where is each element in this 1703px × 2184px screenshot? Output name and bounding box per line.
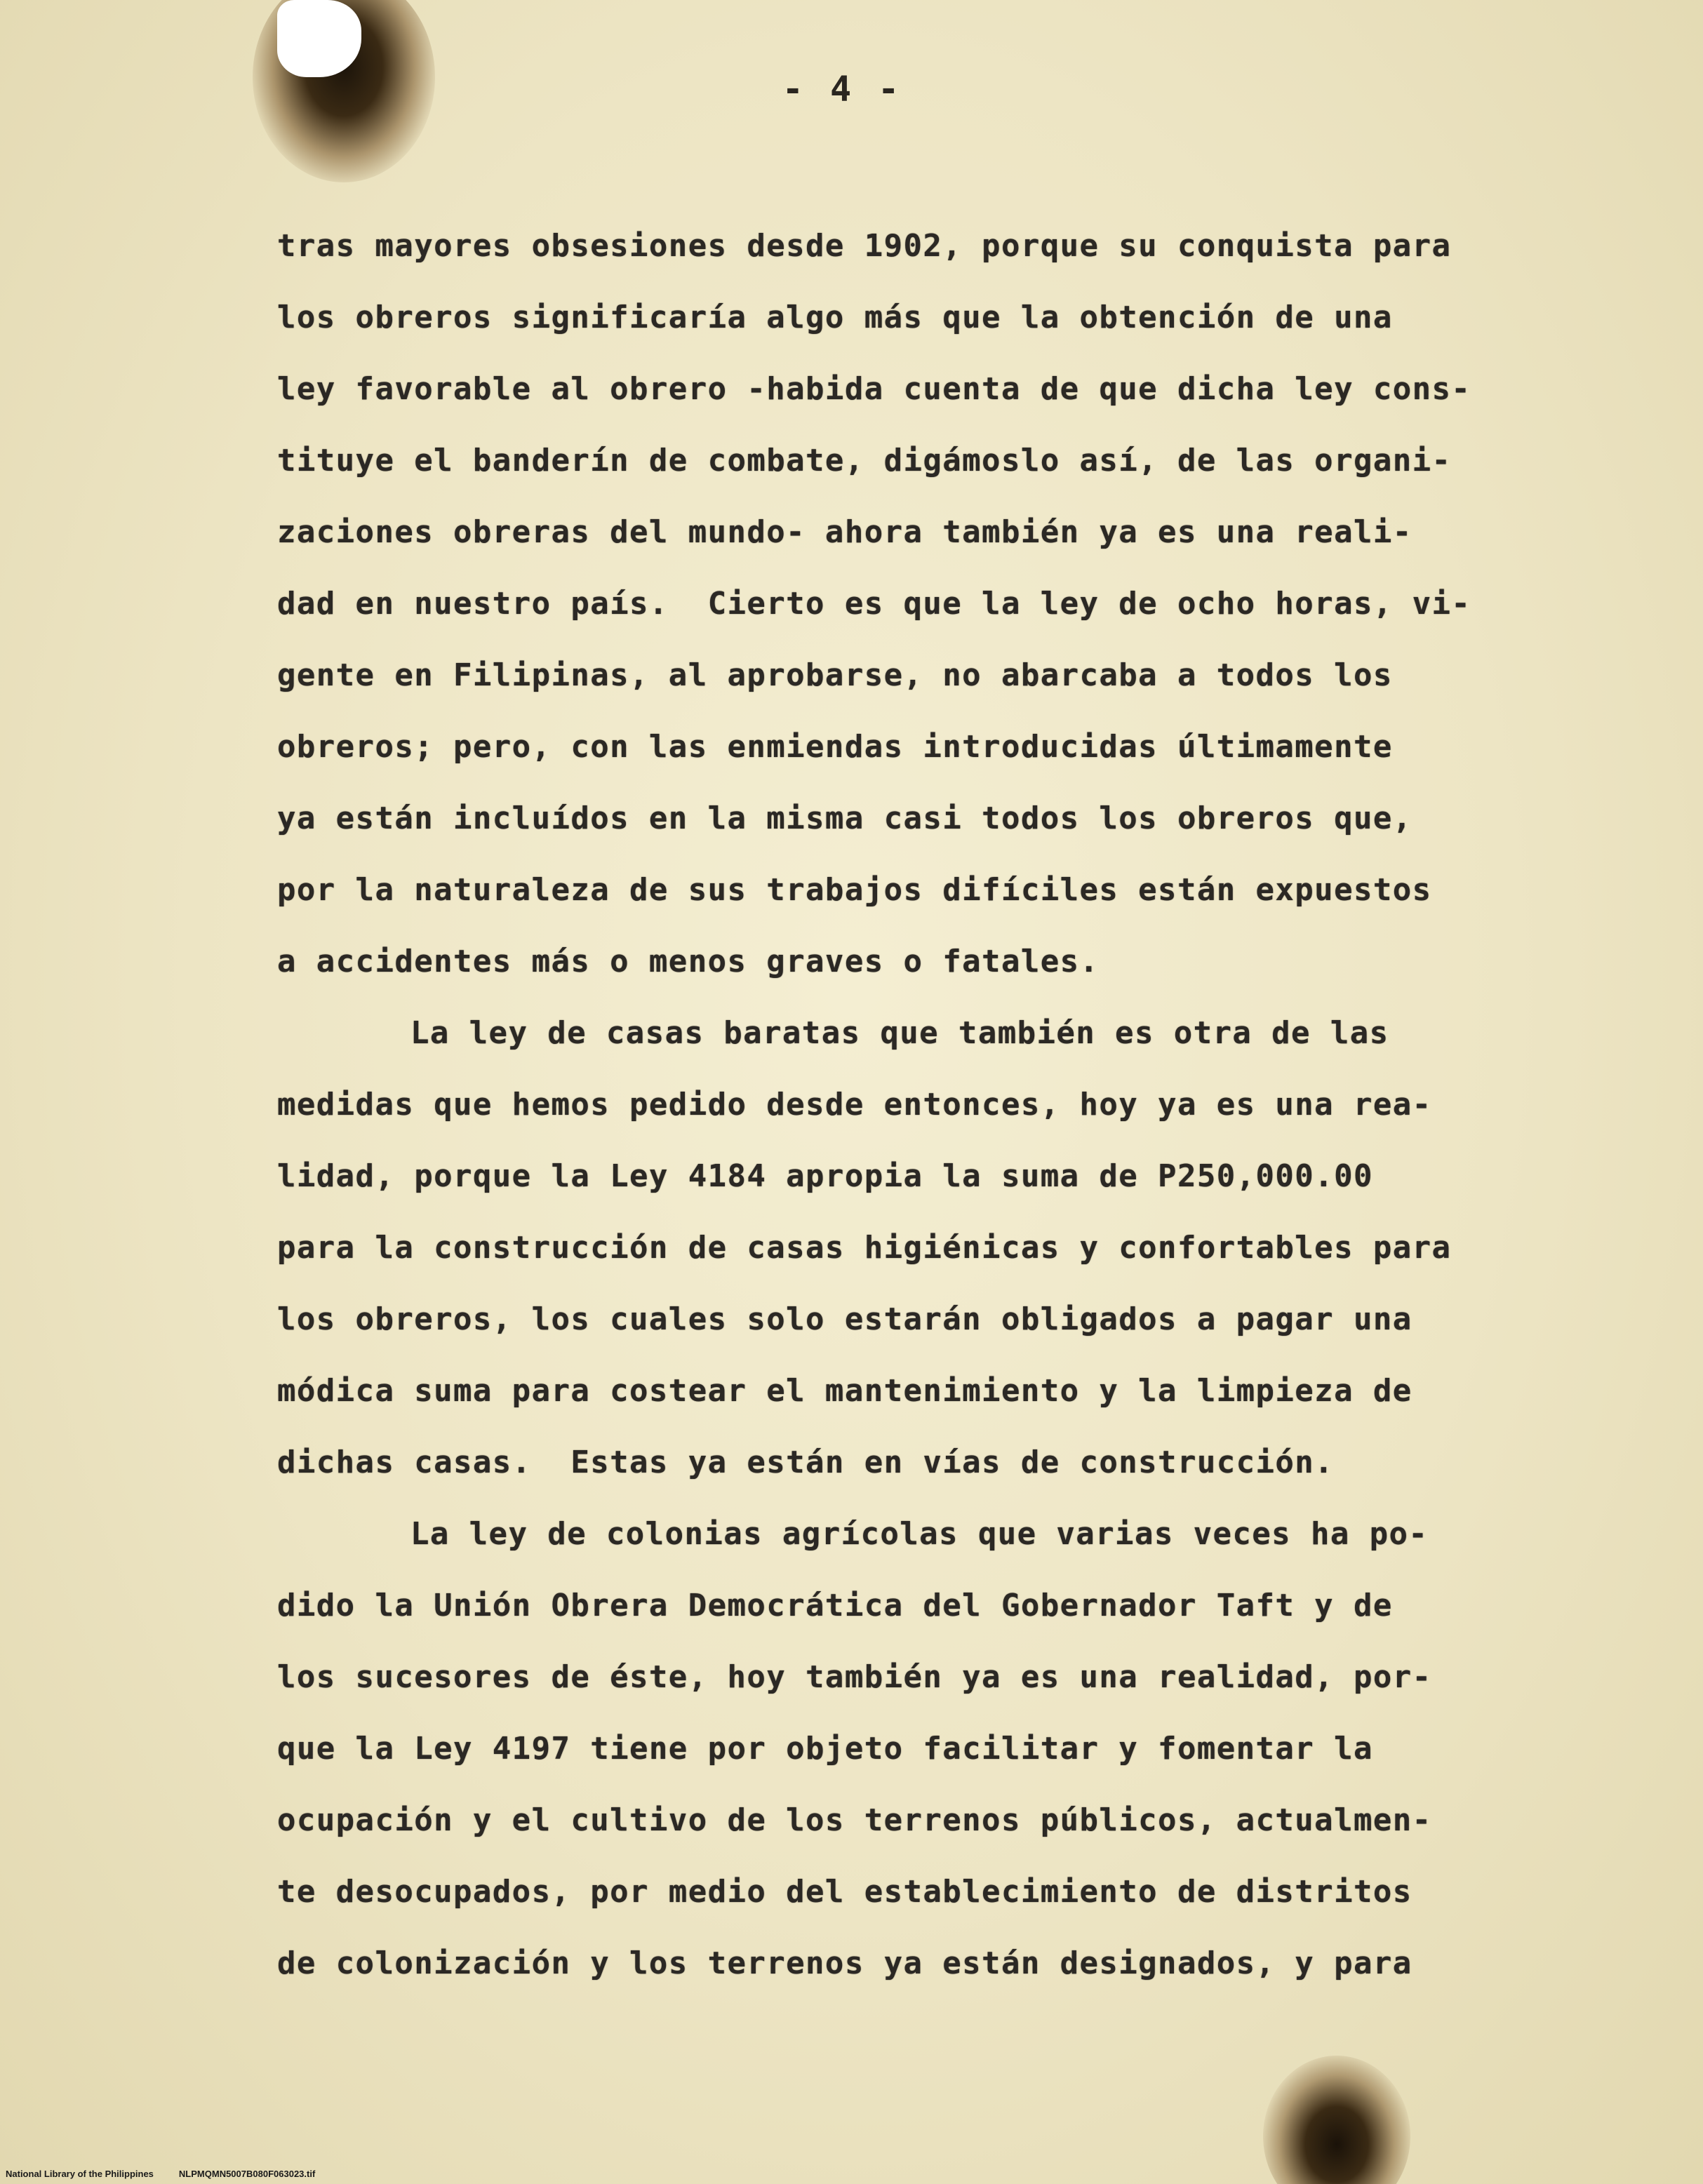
text-line: dichas casas. Estas ya están en vías de construcción. (277, 1445, 1335, 1480)
text-line: medidas que hemos pedido desde entonces, hoy ya es una rea- (277, 1087, 1432, 1123)
paragraph-1 (277, 210, 1610, 998)
text-line: ley favorable al obrero -habida cuenta de que dicha ley cons- (277, 371, 1471, 407)
text-line: La ley de casas baratas que también es otra de las (410, 1015, 1389, 1051)
body-text (277, 210, 1610, 1999)
page-number: - 4 - (782, 69, 902, 109)
scan-footer (6, 2169, 340, 2179)
text-line: La ley de colonias agrícolas que varias veces ha po- (410, 1516, 1429, 1552)
text-line: lidad, porque la Ley 4184 apropia la suma de P250,000.00 (277, 1158, 1373, 1194)
text-line: los obreros, los cuales solo estarán obligados a pagar una (277, 1301, 1413, 1337)
text-line: gente en Filipinas, al aprobarse, no abarcaba a todos los (277, 657, 1393, 693)
paper-hole (277, 0, 361, 77)
text-line: ya están incluídos en la misma casi todos los obreros que, (277, 800, 1413, 836)
text-line: tras mayores obsesiones desde 1902, porque su conquista para (277, 228, 1452, 264)
burn-mark-bottom (1263, 2056, 1410, 2184)
paragraph-3 (277, 1499, 1610, 1999)
file-id: NLPMQMN5007B080F063023.tif (178, 2169, 316, 2179)
text-line: por la naturaleza de sus trabajos difíciles están expuestos (277, 872, 1432, 908)
text-line: dido la Unión Obrera Democrática del Gobernador Taft y de (277, 1588, 1393, 1623)
text-line: obreros; pero, con las enmiendas introducidas últimamente (277, 729, 1393, 765)
text-line: que la Ley 4197 tiene por objeto facilitar y fomentar la (277, 1731, 1373, 1767)
text-line: te desocupados, por medio del establecimiento de distritos (277, 1874, 1413, 1910)
text-line: los obreros significaría algo más que la obtención de una (277, 300, 1393, 335)
text-line: módica suma para costear el mantenimiento y la limpieza de (277, 1373, 1413, 1409)
text-line: tituye el banderín de combate, digámoslo así, de las organi- (277, 443, 1452, 478)
text-line: ocupación y el cultivo de los terrenos públicos, actualmen- (277, 1802, 1432, 1838)
text-line: dad en nuestro país. Cierto es que la ley de ocho horas, vi- (277, 586, 1471, 622)
library-credit: National Library of the Philippines (6, 2169, 154, 2179)
text-line: los sucesores de éste, hoy también ya es una realidad, por- (277, 1659, 1432, 1695)
text-line: de colonización y los terrenos ya están designados, y para (277, 1945, 1413, 1981)
text-line: a accidentes más o menos graves o fatales. (277, 944, 1100, 979)
text-line: para la construcción de casas higiénicas y confortables para (277, 1230, 1452, 1266)
text-line: zaciones obreras del mundo- ahora también ya es una reali- (277, 514, 1413, 550)
paragraph-2 (277, 998, 1610, 1499)
